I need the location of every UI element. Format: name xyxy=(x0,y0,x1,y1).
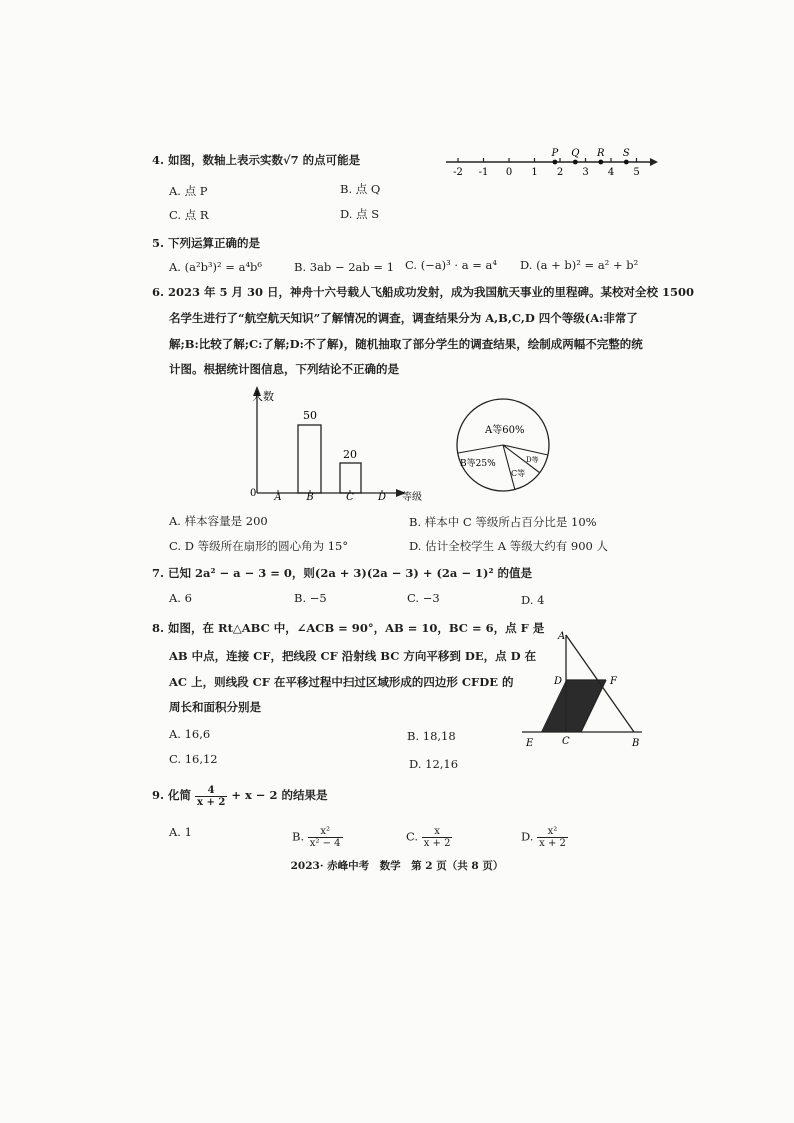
q9-stem xyxy=(152,782,327,808)
q6-stem-line-4: 计图。根据统计图信息，下列结论不正确的是 xyxy=(169,362,399,376)
q8-stem-line-1: 8. 如图，在 Rt△ABC 中，∠ACB = 90°，AB = 10，BC = 6，点 F 是 xyxy=(152,621,545,635)
bar-chart-ylabel: 人数 xyxy=(252,390,274,403)
number-line-point-label: R xyxy=(597,148,605,159)
swept-parallelogram xyxy=(541,680,606,732)
q4-option-b[interactable]: B. 点 Q xyxy=(340,182,381,196)
q9-stem-prefix: 9. 化简 xyxy=(152,788,192,802)
q8-option-d[interactable]: D. 12,16 xyxy=(409,757,459,771)
bar-chart xyxy=(240,382,440,507)
page-footer: 2023· 赤峰中考 数学 第 2 页（共 8 页） xyxy=(290,860,504,872)
number-line-point xyxy=(573,160,578,165)
q9-stem-frac-den: x + 2 xyxy=(197,796,226,808)
q4-option-c[interactable]: C. 点 R xyxy=(169,208,209,222)
bar-chart-origin: 0 xyxy=(250,488,257,499)
q9-option-c-letter: C. xyxy=(406,829,419,844)
q7-option-d[interactable]: D. 4 xyxy=(521,593,545,607)
q9-stem-fraction xyxy=(195,785,227,808)
q7-stem: 7. 已知 2a² − a − 3 = 0，则(2a + 3)(2a − 3) + (2a − 1)² 的值是 xyxy=(152,566,533,580)
q9-option-c[interactable] xyxy=(406,826,452,849)
q9-option-c-den: x + 2 xyxy=(423,838,451,849)
q4-option-d[interactable]: D. 点 S xyxy=(340,207,380,221)
number-line-point xyxy=(598,160,603,165)
q9-option-b-letter: B. xyxy=(292,829,305,844)
triangle-figure xyxy=(508,626,658,750)
q6-stem-line-3: 解;B:比较了解;C:了解;D:不了解)，随机抽取了部分学生的调查结果，绘制成两幅不完整的统 xyxy=(169,337,643,351)
bar-cat-c: C xyxy=(346,492,354,503)
number-line-point xyxy=(624,160,629,165)
number-line-tick-label: 5 xyxy=(633,167,640,178)
q9-option-b-den: x² − 4 xyxy=(309,838,341,849)
q9-option-b[interactable] xyxy=(292,826,343,849)
q6-stem-line-1: 6. 2023 年 5 月 30 日，神舟十六号载人飞船成功发射，成为我国航天事业的里程碑。某校对全校 1500 xyxy=(152,285,695,299)
pie-chart xyxy=(450,398,560,498)
number-line-ticks xyxy=(453,148,640,178)
q9-option-d[interactable] xyxy=(521,826,568,849)
bar-c xyxy=(340,463,361,493)
q5-stem: 5. 下列运算正确的是 xyxy=(152,236,261,250)
pie-label-c: C等 xyxy=(511,469,526,478)
q9-option-a-text: 1 xyxy=(184,825,192,839)
q8-stem-line-3: AC 上，则线段 CF 在平移过程中扫过区域形成的四边形 CFDE 的 xyxy=(169,675,514,689)
q6-option-a[interactable]: A. 样本容量是 200 xyxy=(169,514,268,528)
q6-option-d[interactable]: D. 估计全校学生 A 等级大约有 900 人 xyxy=(409,539,608,553)
number-line-point-label: P xyxy=(551,148,559,159)
fig-label-b: B xyxy=(632,738,640,749)
bar-b xyxy=(298,425,321,493)
q4-stem: 4. 如图，数轴上表示实数√7 的点可能是 xyxy=(152,153,361,167)
number-line-point-label: Q xyxy=(571,148,580,159)
bar-cat-a: A xyxy=(274,492,282,503)
fig-label-d: D xyxy=(554,676,563,687)
q7-option-b[interactable]: B. −5 xyxy=(294,591,327,605)
q6-stem-line-2: 名学生进行了“航空航天知识”了解情况的调查，调查结果分为 A,B,C,D 四个等级(A:非常了 xyxy=(169,311,638,325)
q5-option-a[interactable]: A. (a²b³)² = a⁴b⁶ xyxy=(169,260,263,274)
q8-stem-line-4: 周长和面积分别是 xyxy=(169,700,261,714)
q4-option-a[interactable]: A. 点 P xyxy=(169,184,208,198)
q9-option-a-letter: A. xyxy=(169,825,181,839)
q6-option-c[interactable]: C. D 等级所在扇形的圆心角为 15° xyxy=(169,539,349,553)
bar-b-label: 50 xyxy=(303,409,317,422)
fig-label-f: F xyxy=(610,676,617,687)
pie-label-b: B等25% xyxy=(460,459,496,469)
number-line-tick-label: 1 xyxy=(531,167,538,178)
q9-option-c-fraction xyxy=(422,826,453,849)
number-line-point-label: S xyxy=(622,148,630,159)
fig-label-a: A xyxy=(558,631,566,642)
number-line-tick-label: -1 xyxy=(478,167,489,178)
q9-option-b-num: x² xyxy=(308,826,343,838)
q9-option-d-fraction xyxy=(537,826,568,849)
q5-option-b[interactable]: B. 3ab − 2ab = 1 xyxy=(294,260,395,274)
q9-option-b-fraction xyxy=(308,826,343,849)
q5-option-c[interactable]: C. (−a)³ · a = a⁴ xyxy=(405,258,498,272)
number-line-tick-label: 0 xyxy=(505,167,513,178)
number-line-tick-label: 3 xyxy=(582,167,589,178)
number-line-point xyxy=(553,160,558,165)
number-line-tick-label: 2 xyxy=(556,167,564,178)
q9-option-c-num: x xyxy=(422,826,453,838)
bar-cat-b: B xyxy=(306,492,314,503)
pie-divider-bc xyxy=(503,445,515,490)
pie-divider-ab xyxy=(458,445,503,453)
fig-label-e: E xyxy=(526,738,534,749)
q8-option-b[interactable]: B. 18,18 xyxy=(407,729,456,743)
bar-cat-d: D xyxy=(377,492,387,503)
number-line-tick-label: -2 xyxy=(453,167,463,178)
q8-option-a[interactable]: A. 16,6 xyxy=(169,727,211,741)
q7-option-a[interactable]: A. 6 xyxy=(169,591,192,605)
pie-label-a: A等60% xyxy=(485,425,525,436)
q9-option-d-letter: D. xyxy=(521,829,534,844)
bar-chart-xlabel: 等级 xyxy=(402,492,422,503)
number-line-tick-label: 4 xyxy=(607,167,615,178)
pie-label-d: D等 xyxy=(526,456,539,464)
q8-stem-line-2: AB 中点，连接 CF，把线段 CF 沿射线 BC 方向平移到 DE，点 D 在 xyxy=(169,649,537,663)
number-line xyxy=(440,143,660,185)
q9-option-d-num: x² xyxy=(537,826,568,838)
q6-option-b[interactable]: B. 样本中 C 等级所占百分比是 10% xyxy=(409,515,597,529)
fig-label-c: C xyxy=(562,736,570,747)
q9-stem-frac-num: 4 xyxy=(195,785,227,797)
q5-option-d[interactable]: D. (a + b)² = a² + b² xyxy=(520,258,639,272)
q9-option-d-den: x + 2 xyxy=(539,838,566,849)
q9-stem-suffix: + x − 2 的结果是 xyxy=(231,788,328,802)
q7-option-c[interactable]: C. −3 xyxy=(407,591,440,605)
q8-option-c[interactable]: C. 16,12 xyxy=(169,752,218,766)
bar-c-label: 20 xyxy=(343,448,357,461)
q9-option-a[interactable] xyxy=(169,825,192,839)
